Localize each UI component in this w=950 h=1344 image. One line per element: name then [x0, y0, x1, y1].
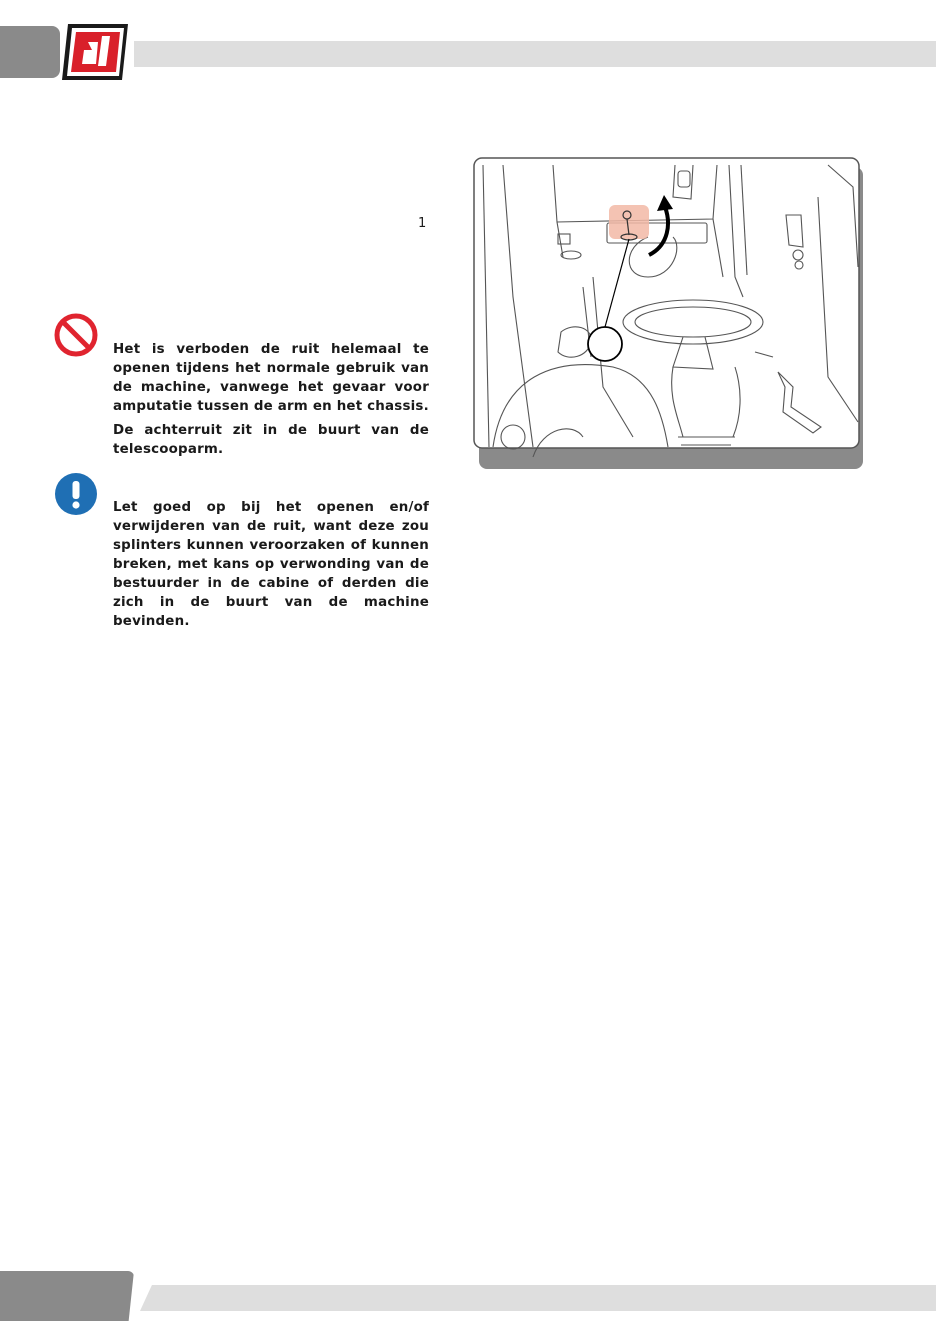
attention-paragraph: Let goed op bij het openen en/of verwijderen van de ruit, want deze zou splinters kunnen veroorzaken of kunnen breken, met kans op verwonding van de bestuurder in de cabine of derden die zich in de buurt van de machine bevinden. — [113, 500, 429, 629]
dieci-logo-icon — [58, 20, 132, 84]
footer-tab — [0, 1271, 134, 1321]
prohibited-icon — [54, 313, 98, 357]
header-bar — [134, 41, 936, 67]
exclamation-info-icon — [55, 473, 97, 515]
cab-interior-rear-window-illustration — [473, 157, 865, 471]
warning-paragraph: Het is verboden de ruit helemaal te openen tijdens het normale gebruik van de machine, vanwege het gevaar voor amputatie tussen de arm en het chassis. — [113, 342, 429, 414]
warning-paragraph: De achterruit zit in de buurt van de telescooparm. — [113, 423, 429, 457]
reference-number: 1 — [418, 216, 427, 231]
header-tab — [0, 26, 60, 78]
footer-bar — [140, 1285, 936, 1311]
